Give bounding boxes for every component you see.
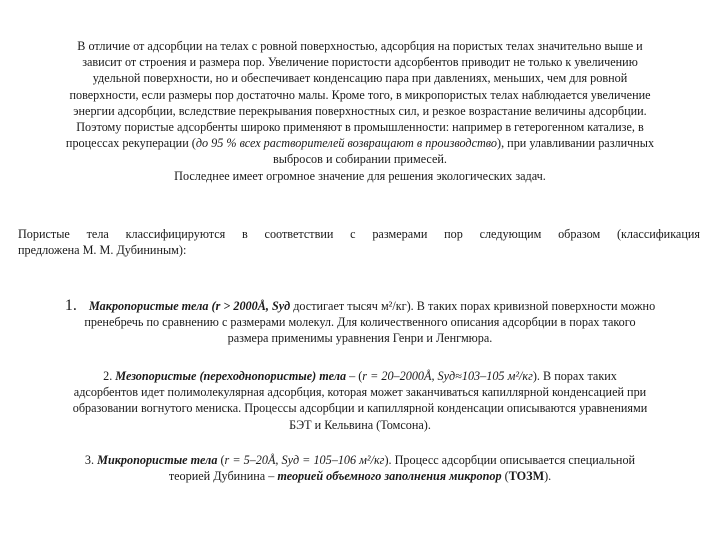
item-text: ). В порах таких [532,369,617,383]
classification-line: предложена М. М. Дубининым): [18,243,187,258]
item-text: ). [544,469,552,484]
item-line: пренебречь по сравнению с размерами молекул. Для количественного описания адсорбции в порах такого [84,315,636,330]
item-number: 2. [103,369,116,383]
intro-line: зависит от строения и размера пор. Увеличение пористости адсорбентов приводит не только к увеличению [82,55,638,70]
item-line: размера применимы уравнения Генри и Ленгмюра. [227,331,493,346]
item-text: – ( [346,369,363,383]
intro-line: поверхности, если размеры пор достаточно малы. Кроме того, в микропористых телах наблюдается увеличение [69,87,651,102]
item-line: образовании вогнутого мениска. Процессы адсорбции и капиллярной конденсации описываются уравнениями [72,401,648,416]
intro-line: Последнее имеет огромное значение для решения экологических задач. [174,168,546,183]
intro-paragraph [8,38,712,184]
item-formula: r = 5–20Å, Sуд = 105–106 м²/кг [224,453,385,467]
item-title: Микропористые тела [97,453,218,467]
item-term: теорией объемного заполнения микропор [277,469,502,484]
intro-line: выбросов и собирании примесей. [273,152,447,167]
intro-line: энергии адсорбции, вследствие перекрывания поверхностных сил, и резкое возрастание величины адсорбции. [73,103,647,118]
item-line [8,468,712,484]
item-mesoporous [8,368,712,433]
item-line [8,298,712,314]
intro-line [8,135,712,151]
item-macroporous [8,298,712,347]
classification-paragraph [18,226,700,258]
item-title: Мезопористые (переходнопористые) тела [115,369,347,383]
intro-text: процессах рекуперации ( [65,136,196,151]
item-line [8,452,712,468]
item-microporous [8,452,712,484]
intro-line: В отличие от адсорбции на телах с ровной поверхностью, адсорбция на пористых телах значительно выше и [77,39,643,53]
item-line: адсорбентов идет полимолекулярная адсорбция, которая может заканчиваться капиллярной конденсацией при [73,385,647,400]
item-text: ( [501,469,509,484]
item-formula: r = 20–2000Å, Sуд≈103–105 м²/кг [362,369,533,383]
item-text: достигает тысяч м²/кг). В таких порах кривизной поверхности можно [290,299,656,313]
item-text: теорией Дубинина – [168,469,278,484]
intro-italic-text: до 95 % всех растворителей возвращают в производство [195,136,498,151]
item-number: 3. [84,453,98,467]
intro-text: ), при улавливании различных [497,136,655,151]
item-text: ( [217,453,225,467]
classification-line: Пористые тела классифицируются в соответствии с размерами пор следующим образом (классификация [18,227,700,241]
item-number: 1. [64,297,77,314]
item-line [8,368,712,384]
item-title: Макропористые тела [89,299,209,313]
item-text: ). Процесс адсорбции описывается специальной [384,453,636,467]
item-abbreviation: ТОЗМ [508,469,545,484]
item-formula: (r > 2000Å, Sуд [211,299,291,313]
intro-line: Поэтому пористые адсорбенты широко применяют в промышленности: например в гетерогенном катализе, в [76,120,644,135]
item-line: БЭТ и Кельвина (Томсона). [289,417,431,432]
intro-line: удельной поверхности, но и обеспечивает конденсацию пара при давлениях, меньших, чем для ровной [92,71,628,86]
